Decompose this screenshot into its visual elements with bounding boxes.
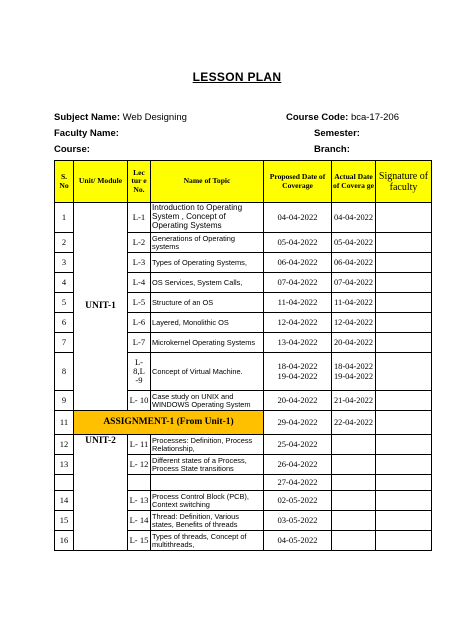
row-sno: 15 [55, 511, 74, 531]
page-title: LESSON PLAN [192, 70, 282, 84]
row-actual-date [332, 455, 376, 475]
row-actual-date: 05-04-2022 [332, 233, 376, 253]
table-row [55, 203, 432, 233]
row-topic: Different states of a Process, Process State transitions [151, 455, 264, 475]
semester-line [314, 128, 360, 139]
row-proposed-date: 02-05-2022 [264, 491, 332, 511]
course-code-label: Course Code: [286, 112, 349, 123]
course-code-line [286, 112, 399, 123]
header-unit: Unit/ Module [74, 161, 128, 203]
row-sno: 12 [55, 435, 74, 455]
row-lecture: L- 14 [128, 511, 151, 531]
row-lecture: L- 10 [128, 391, 151, 411]
row-sno: 13 [55, 455, 74, 475]
row-signature [376, 273, 432, 293]
row-proposed-date: 03-05-2022 [264, 511, 332, 531]
assignment-actual-date: 22-04-2022 [332, 411, 376, 435]
row-actual-date: 20-04-2022 [332, 333, 376, 353]
row-topic: Types of threads, Concept of multithreads, [151, 531, 264, 551]
row-lecture: L-2 [128, 233, 151, 253]
row-topic: Processes: Definition, Process Relationship, [151, 435, 264, 455]
row-actual-date [332, 531, 376, 551]
row-proposed-date: 25-04-2022 [264, 435, 332, 455]
row-proposed-date: 26-04-2022 [264, 455, 332, 475]
row-lecture: L- 15 [128, 531, 151, 551]
row-topic [151, 475, 264, 491]
row-signature [376, 435, 432, 455]
row-proposed-date: 04-04-2022 [264, 203, 332, 233]
row-sno: 16 [55, 531, 74, 551]
row-proposed-date: 11-04-2022 [264, 293, 332, 313]
assignment-label: ASSIGNMENT-1 (From Unit-1) [74, 411, 264, 435]
row-lecture: L- 11 [128, 435, 151, 455]
row-signature [376, 475, 432, 491]
unit-2-cell: UNIT-2 [74, 435, 128, 551]
header-lecture: Lec tur e No. [128, 161, 151, 203]
row-signature [376, 391, 432, 411]
actual-date-line-2: 19-04-2022 [333, 371, 374, 381]
table-header-row [55, 161, 432, 203]
faculty-line [54, 128, 119, 139]
assignment-proposed-date: 29-04-2022 [264, 411, 332, 435]
actual-date-line-1: 18-04-2022 [333, 362, 374, 372]
course-code-value: bca-17-206 [350, 112, 399, 123]
row-proposed-date: 07-04-2022 [264, 273, 332, 293]
row-sno: 2 [55, 233, 74, 253]
proposed-date-line-2: 19-04-2022 [277, 370, 318, 381]
row-topic: Generations of Operating systems [151, 233, 264, 253]
header-actual-date: Actual Date of Covera ge [332, 161, 376, 203]
row-lecture: L-3 [128, 253, 151, 273]
row-signature [376, 313, 432, 333]
row-proposed-date: 06-04-2022 [264, 253, 332, 273]
subject-value: Web Designing [122, 112, 187, 123]
row-sno: 14 [55, 491, 74, 511]
row-proposed-date: 04-05-2022 [264, 531, 332, 551]
row-proposed-date: 27-04-2022 [264, 475, 332, 491]
row-sno: 6 [55, 313, 74, 333]
row-proposed-date: 13-04-2022 [264, 333, 332, 353]
branch-line [314, 144, 350, 155]
row-topic: Microkernel Operating Systems [151, 333, 264, 353]
header-signature: Signature of faculty [376, 161, 432, 203]
row-lecture: L-7 [128, 333, 151, 353]
row-topic: Types of Operating Systems, [151, 253, 264, 273]
row-topic: Thread: Definition, Various states, Benefits of threads [151, 511, 264, 531]
row-actual-date [332, 475, 376, 491]
row-actual-date: 11-04-2022 [332, 293, 376, 313]
row-topic: Layered, Monolithic OS [151, 313, 264, 333]
row-sno: 5 [55, 293, 74, 313]
unit-1-cell: UNIT-1 [74, 203, 128, 411]
row-actual-date: 21-04-2022 [332, 391, 376, 411]
row-lecture: L-5 [128, 293, 151, 313]
semester-label: Semester: [314, 128, 360, 139]
row-signature [376, 203, 432, 233]
header-proposed-date: Proposed Date of Coverage [264, 161, 332, 203]
row-signature [376, 333, 432, 353]
row-topic: Process Control Block (PCB), Context switching [151, 491, 264, 511]
row-actual-date [332, 353, 376, 391]
row-actual-date: 04-04-2022 [332, 203, 376, 233]
assignment-row [55, 411, 432, 435]
row-actual-date [332, 435, 376, 455]
proposed-date-line-1: 18-04-2022 [277, 361, 318, 372]
subject-label: Subject Name: [54, 112, 120, 123]
row-signature [376, 233, 432, 253]
subject-line [54, 112, 187, 123]
row-signature [376, 491, 432, 511]
row-sno: 7 [55, 333, 74, 353]
row-actual-date [332, 511, 376, 531]
row-sno: 8 [55, 353, 74, 391]
row-sno: 3 [55, 253, 74, 273]
row-topic: Concept of Virtual Machine. [151, 353, 264, 391]
row-topic: Introduction to Operating System , Concept of Operating Systems [151, 203, 264, 233]
row-signature [376, 531, 432, 551]
table-row [55, 435, 432, 455]
assignment-sno: 11 [55, 411, 74, 435]
row-lecture: L-6 [128, 313, 151, 333]
row-actual-date [332, 491, 376, 511]
header-topic: Name of Topic [151, 161, 264, 203]
row-sno: 1 [55, 203, 74, 233]
branch-label: Branch: [314, 144, 350, 155]
row-lecture: L- 8,L -9 [128, 353, 151, 391]
row-signature [376, 253, 432, 273]
row-signature [376, 511, 432, 531]
row-topic: OS Services, System Calls, [151, 273, 264, 293]
row-sno: 4 [55, 273, 74, 293]
row-signature [376, 353, 432, 391]
row-lecture [128, 475, 151, 491]
row-sno: 9 [55, 391, 74, 411]
course-line [54, 144, 90, 155]
row-lecture: L- 13 [128, 491, 151, 511]
row-signature [376, 411, 432, 435]
row-sno [55, 475, 74, 491]
row-proposed-date: 20-04-2022 [264, 391, 332, 411]
row-lecture: L-1 [128, 203, 151, 233]
row-proposed-date: 05-04-2022 [264, 233, 332, 253]
row-topic: Case study on UNIX and WINDOWS Operating System [151, 391, 264, 411]
lesson-plan-table [54, 160, 432, 551]
row-proposed-date [264, 353, 332, 391]
row-signature [376, 293, 432, 313]
row-actual-date: 06-04-2022 [332, 253, 376, 273]
row-topic: Structure of an OS [151, 293, 264, 313]
row-signature [376, 455, 432, 475]
row-actual-date: 07-04-2022 [332, 273, 376, 293]
faculty-label: Faculty Name: [54, 128, 119, 139]
row-lecture: L- 12 [128, 455, 151, 475]
course-label: Course: [54, 144, 90, 155]
row-lecture: L-4 [128, 273, 151, 293]
row-proposed-date: 12-04-2022 [264, 313, 332, 333]
header-sno: S. No [55, 161, 74, 203]
row-actual-date: 12-04-2022 [332, 313, 376, 333]
